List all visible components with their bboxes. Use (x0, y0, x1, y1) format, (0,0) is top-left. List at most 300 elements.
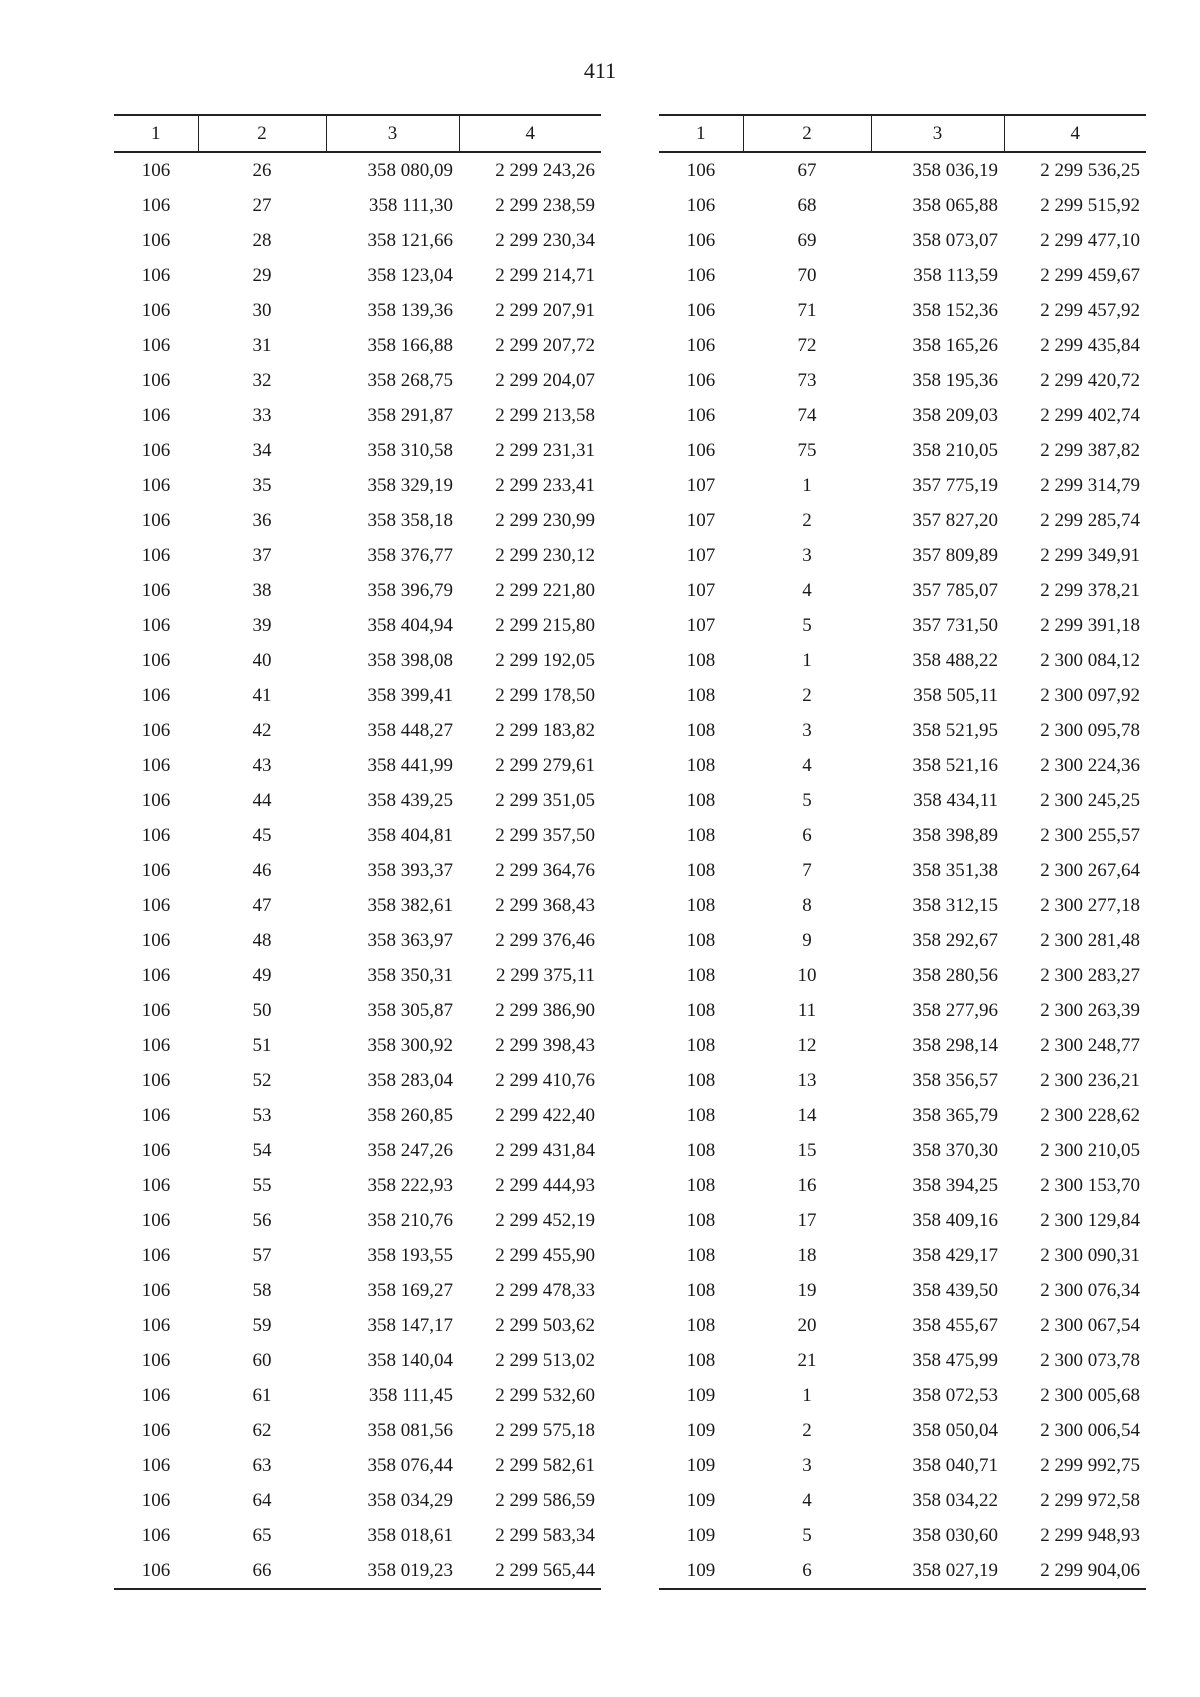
table-row (659, 503, 1146, 538)
point-number-cell: 8 (802, 894, 812, 916)
point-number-cell: 45 (252, 824, 272, 846)
section-number-cell: 106 (141, 509, 171, 531)
section-number-cell: 106 (141, 1384, 171, 1406)
y-coordinate-cell: 2 299 386,90 (495, 999, 595, 1021)
y-coordinate-cell: 2 299 375,11 (495, 964, 595, 986)
section-number-cell: 106 (141, 544, 171, 566)
x-coordinate-cell: 358 072,53 (912, 1384, 998, 1406)
table-row (114, 748, 601, 783)
x-coordinate-cell: 358 310,58 (367, 439, 453, 461)
y-coordinate-cell: 2 299 314,79 (1040, 474, 1140, 496)
section-number-cell: 106 (141, 929, 171, 951)
section-number-cell: 106 (141, 1489, 171, 1511)
y-coordinate-cell: 2 299 378,21 (1040, 579, 1140, 601)
section-number-cell: 109 (686, 1454, 716, 1476)
section-number-cell: 106 (141, 859, 171, 881)
table-row (114, 888, 601, 923)
y-coordinate-cell: 2 299 478,33 (495, 1279, 595, 1301)
x-coordinate-cell: 358 398,89 (912, 824, 998, 846)
section-number-cell: 106 (141, 159, 171, 181)
y-coordinate-cell: 2 299 207,72 (495, 334, 595, 356)
table-row (114, 258, 601, 293)
table-row (659, 1028, 1146, 1063)
x-coordinate-cell: 358 113,59 (913, 264, 998, 286)
table-row (659, 888, 1146, 923)
point-number-cell: 26 (252, 159, 272, 181)
y-coordinate-cell: 2 299 207,91 (495, 299, 595, 321)
x-coordinate-cell: 358 165,26 (912, 334, 998, 356)
section-number-cell: 106 (686, 264, 716, 286)
point-number-cell: 68 (797, 194, 817, 216)
point-number-cell: 20 (797, 1314, 817, 1336)
section-number-cell: 108 (686, 649, 716, 671)
x-coordinate-cell: 358 030,60 (912, 1524, 998, 1546)
x-coordinate-cell: 358 210,05 (912, 439, 998, 461)
section-number-cell: 108 (686, 1069, 716, 1091)
point-number-cell: 70 (797, 264, 817, 286)
point-number-cell: 1 (802, 1384, 812, 1406)
y-coordinate-cell: 2 300 129,84 (1040, 1209, 1140, 1231)
x-coordinate-cell: 358 050,04 (912, 1419, 998, 1441)
table-row (114, 538, 601, 573)
point-number-cell: 38 (252, 579, 272, 601)
section-number-cell: 106 (141, 1524, 171, 1546)
y-coordinate-cell: 2 299 230,99 (495, 509, 595, 531)
section-number-cell: 106 (141, 474, 171, 496)
y-coordinate-cell: 2 299 192,05 (495, 649, 595, 671)
section-number-cell: 106 (686, 404, 716, 426)
table-row (114, 363, 601, 398)
x-coordinate-cell: 358 147,17 (367, 1314, 453, 1336)
x-coordinate-cell: 358 398,08 (367, 649, 453, 671)
x-coordinate-cell: 358 247,26 (367, 1139, 453, 1161)
y-coordinate-cell: 2 299 435,84 (1040, 334, 1140, 356)
table-row (114, 958, 601, 993)
x-coordinate-cell: 358 140,04 (367, 1349, 453, 1371)
section-number-cell: 108 (686, 1279, 716, 1301)
point-number-cell: 6 (743, 1553, 871, 1589)
section-number-cell: 107 (686, 509, 716, 531)
point-number-cell: 69 (797, 229, 817, 251)
y-coordinate-cell: 2 299 285,74 (1040, 509, 1140, 531)
y-coordinate-cell: 2 300 090,31 (1040, 1244, 1140, 1266)
table-row (659, 748, 1146, 783)
x-coordinate-cell: 358 034,22 (912, 1489, 998, 1511)
section-number-cell: 108 (686, 1349, 716, 1371)
table-row (114, 293, 601, 328)
y-coordinate-cell: 2 300 228,62 (1040, 1104, 1140, 1126)
x-coordinate-cell: 358 404,94 (367, 614, 453, 636)
point-number-cell: 47 (252, 894, 272, 916)
point-number-cell: 53 (252, 1104, 272, 1126)
table-row (114, 993, 601, 1028)
section-number-cell: 106 (141, 334, 171, 356)
point-number-cell: 19 (797, 1279, 817, 1301)
section-number-cell: 106 (141, 299, 171, 321)
coordinates-table-left (114, 114, 601, 1590)
table-row (659, 1133, 1146, 1168)
x-coordinate-cell: 358 195,36 (912, 369, 998, 391)
section-number-cell: 108 (686, 964, 716, 986)
point-number-cell: 37 (252, 544, 272, 566)
x-coordinate-cell: 358 521,16 (912, 754, 998, 776)
column-header-1: 1 (114, 115, 198, 152)
table-row (659, 1518, 1146, 1553)
y-coordinate-cell: 2 299 503,62 (495, 1314, 595, 1336)
section-number-cell: 106 (141, 194, 171, 216)
table-row (659, 818, 1146, 853)
y-coordinate-cell: 2 299 513,02 (495, 1349, 595, 1371)
section-number-cell: 108 (686, 754, 716, 776)
section-number-cell: 108 (686, 789, 716, 811)
point-number-cell: 58 (252, 1279, 272, 1301)
x-coordinate-cell: 358 292,67 (912, 929, 998, 951)
section-number-cell: 106 (141, 404, 171, 426)
x-coordinate-cell: 358 152,36 (912, 299, 998, 321)
table-row (114, 1413, 601, 1448)
section-number-cell: 109 (686, 1419, 716, 1441)
y-coordinate-cell: 2 300 255,57 (1040, 824, 1140, 846)
point-number-cell: 18 (797, 1244, 817, 1266)
x-coordinate-cell: 358 081,56 (367, 1419, 453, 1441)
y-coordinate-cell: 2 300 281,48 (1040, 929, 1140, 951)
x-coordinate-cell: 358 396,79 (367, 579, 453, 601)
table-row (659, 398, 1146, 433)
table-row (114, 923, 601, 958)
x-coordinate-cell: 358 298,14 (912, 1034, 998, 1056)
point-number-cell: 62 (252, 1419, 272, 1441)
point-number-cell: 61 (252, 1384, 272, 1406)
point-number-cell: 63 (252, 1454, 272, 1476)
y-coordinate-cell: 2 299 532,60 (495, 1384, 595, 1406)
point-number-cell: 39 (252, 614, 272, 636)
y-coordinate-cell: 2 299 452,19 (495, 1209, 595, 1231)
x-coordinate-cell: 358 222,93 (367, 1174, 453, 1196)
point-number-cell: 65 (252, 1524, 272, 1546)
point-number-cell: 2 (802, 509, 812, 531)
table-row (659, 328, 1146, 363)
point-number-cell: 67 (797, 159, 817, 181)
y-coordinate-cell: 2 299 178,50 (495, 684, 595, 706)
y-coordinate-cell: 2 300 073,78 (1040, 1349, 1140, 1371)
x-coordinate-cell: 358 393,37 (367, 859, 453, 881)
section-number-cell: 106 (686, 439, 716, 461)
point-number-cell: 3 (802, 544, 812, 566)
x-coordinate-cell: 358 505,11 (913, 684, 998, 706)
y-coordinate-cell: 2 300 095,78 (1040, 719, 1140, 741)
table-body-left (114, 152, 601, 1589)
table-row (114, 713, 601, 748)
point-number-cell: 4 (802, 1489, 812, 1511)
y-coordinate-cell: 2 299 536,25 (1040, 159, 1140, 181)
table-row (114, 1343, 601, 1378)
table-row (114, 398, 601, 433)
table-row (114, 643, 601, 678)
x-coordinate-cell: 358 365,79 (912, 1104, 998, 1126)
x-coordinate-cell: 358 376,77 (367, 544, 453, 566)
table-row (659, 1308, 1146, 1343)
x-coordinate-cell: 358 034,29 (367, 1489, 453, 1511)
y-coordinate-cell: 2 299 444,93 (495, 1174, 595, 1196)
y-coordinate-cell: 2 300 236,21 (1040, 1069, 1140, 1091)
point-number-cell: 11 (797, 999, 817, 1021)
section-number-cell: 107 (686, 579, 716, 601)
point-number-cell: 60 (252, 1349, 272, 1371)
x-coordinate-cell: 357 809,89 (912, 544, 998, 566)
table-row (114, 1553, 601, 1589)
point-number-cell: 4 (802, 579, 812, 601)
x-coordinate-cell: 358 429,17 (912, 1244, 998, 1266)
table-row (659, 1483, 1146, 1518)
x-coordinate-cell: 358 210,76 (367, 1209, 453, 1231)
column-header-1: 1 (659, 115, 743, 152)
section-number-cell: 106 (141, 824, 171, 846)
section-number-cell: 108 (686, 1104, 716, 1126)
x-coordinate-cell: 358 268,75 (367, 369, 453, 391)
point-number-cell: 51 (252, 1034, 272, 1056)
y-coordinate-cell: 2 299 410,76 (495, 1069, 595, 1091)
x-coordinate-cell: 358 019,23 (326, 1553, 459, 1589)
section-number-cell: 108 (686, 1139, 716, 1161)
y-coordinate-cell: 2 299 230,12 (495, 544, 595, 566)
y-coordinate-cell: 2 299 582,61 (495, 1454, 595, 1476)
x-coordinate-cell: 358 040,71 (912, 1454, 998, 1476)
y-coordinate-cell: 2 299 351,05 (495, 789, 595, 811)
table-row (659, 258, 1146, 293)
x-coordinate-cell: 358 111,45 (368, 1384, 453, 1406)
y-coordinate-cell: 2 299 387,82 (1040, 439, 1140, 461)
section-number-cell: 108 (686, 1314, 716, 1336)
x-coordinate-cell: 358 080,09 (367, 159, 453, 181)
point-number-cell: 46 (252, 859, 272, 881)
y-coordinate-cell: 2 299 565,44 (459, 1553, 601, 1589)
section-number-cell: 106 (141, 1139, 171, 1161)
table-row (114, 433, 601, 468)
table-row (659, 1343, 1146, 1378)
table-row (114, 328, 601, 363)
section-number-cell: 106 (141, 1349, 171, 1371)
point-number-cell: 30 (252, 299, 272, 321)
y-coordinate-cell: 2 300 067,54 (1040, 1314, 1140, 1336)
table-row (659, 538, 1146, 573)
point-number-cell: 71 (797, 299, 817, 321)
section-number-cell: 107 (686, 614, 716, 636)
table-row (659, 1553, 1146, 1589)
section-number-cell: 106 (686, 229, 716, 251)
y-coordinate-cell: 2 299 904,06 (1004, 1553, 1146, 1589)
section-number-cell: 108 (686, 894, 716, 916)
section-number-cell: 106 (141, 1034, 171, 1056)
x-coordinate-cell: 358 441,99 (367, 754, 453, 776)
point-number-cell: 12 (797, 1034, 817, 1056)
y-coordinate-cell: 2 299 477,10 (1040, 229, 1140, 251)
table-row (659, 188, 1146, 223)
x-coordinate-cell: 358 283,04 (367, 1069, 453, 1091)
table-row (659, 958, 1146, 993)
section-number-cell: 106 (141, 229, 171, 251)
y-coordinate-cell: 2 299 575,18 (495, 1419, 595, 1441)
table-row (114, 1273, 601, 1308)
y-coordinate-cell: 2 300 084,12 (1040, 649, 1140, 671)
y-coordinate-cell: 2 299 214,71 (495, 264, 595, 286)
point-number-cell: 13 (797, 1069, 817, 1091)
column-header-4: 4 (459, 115, 601, 152)
section-number-cell: 106 (114, 1553, 198, 1589)
x-coordinate-cell: 358 399,41 (367, 684, 453, 706)
y-coordinate-cell: 2 299 279,61 (495, 754, 595, 776)
section-number-cell: 109 (686, 1384, 716, 1406)
table-row (114, 853, 601, 888)
section-number-cell: 106 (141, 264, 171, 286)
x-coordinate-cell: 358 300,92 (367, 1034, 453, 1056)
y-coordinate-cell: 2 299 238,59 (495, 194, 595, 216)
x-coordinate-cell: 358 291,87 (367, 404, 453, 426)
section-number-cell: 108 (686, 1034, 716, 1056)
section-number-cell: 106 (141, 1069, 171, 1091)
table-row (114, 223, 601, 258)
x-coordinate-cell: 358 036,19 (912, 159, 998, 181)
x-coordinate-cell: 358 277,96 (912, 999, 998, 1021)
point-number-cell: 52 (252, 1069, 272, 1091)
section-number-cell: 108 (686, 719, 716, 741)
point-number-cell: 5 (802, 1524, 812, 1546)
x-coordinate-cell: 358 329,19 (367, 474, 453, 496)
table-row (114, 1518, 601, 1553)
x-coordinate-cell: 358 488,22 (912, 649, 998, 671)
table-row (659, 1238, 1146, 1273)
y-coordinate-cell: 2 299 992,75 (1040, 1454, 1140, 1476)
table-row (114, 1448, 601, 1483)
x-coordinate-cell: 358 455,67 (912, 1314, 998, 1336)
section-number-cell: 108 (686, 1209, 716, 1231)
section-number-cell: 106 (141, 369, 171, 391)
table-row (114, 503, 601, 538)
point-number-cell: 48 (252, 929, 272, 951)
section-number-cell: 108 (686, 999, 716, 1021)
x-coordinate-cell: 358 166,88 (367, 334, 453, 356)
table-row (659, 363, 1146, 398)
x-coordinate-cell: 358 169,27 (367, 1279, 453, 1301)
table-row (659, 152, 1146, 188)
section-number-cell: 106 (141, 964, 171, 986)
table-row (114, 1168, 601, 1203)
point-number-cell: 64 (252, 1489, 272, 1511)
point-number-cell: 7 (802, 859, 812, 881)
x-coordinate-cell: 358 394,25 (912, 1174, 998, 1196)
table-row (114, 1483, 601, 1518)
point-number-cell: 2 (802, 1419, 812, 1441)
section-number-cell: 109 (659, 1553, 743, 1589)
point-number-cell: 4 (802, 754, 812, 776)
x-coordinate-cell: 358 521,95 (912, 719, 998, 741)
x-coordinate-cell: 358 439,25 (367, 789, 453, 811)
section-number-cell: 106 (141, 439, 171, 461)
point-number-cell: 35 (252, 474, 272, 496)
x-coordinate-cell: 358 434,11 (913, 789, 998, 811)
point-number-cell: 66 (198, 1553, 326, 1589)
y-coordinate-cell: 2 300 097,92 (1040, 684, 1140, 706)
y-coordinate-cell: 2 299 243,26 (495, 159, 595, 181)
x-coordinate-cell: 357 775,19 (912, 474, 998, 496)
y-coordinate-cell: 2 299 402,74 (1040, 404, 1140, 426)
table-row (659, 433, 1146, 468)
point-number-cell: 36 (252, 509, 272, 531)
x-coordinate-cell: 357 827,20 (912, 509, 998, 531)
y-coordinate-cell: 2 300 210,05 (1040, 1139, 1140, 1161)
section-number-cell: 109 (686, 1524, 716, 1546)
table-body-right (659, 152, 1146, 1589)
table-row (114, 1028, 601, 1063)
y-coordinate-cell: 2 299 230,34 (495, 229, 595, 251)
point-number-cell: 3 (802, 719, 812, 741)
table-row (114, 573, 601, 608)
table-row (114, 783, 601, 818)
y-coordinate-cell: 2 299 183,82 (495, 719, 595, 741)
y-coordinate-cell: 2 299 221,80 (495, 579, 595, 601)
y-coordinate-cell: 2 300 076,34 (1040, 1279, 1140, 1301)
point-number-cell: 16 (797, 1174, 817, 1196)
section-number-cell: 106 (141, 754, 171, 776)
point-number-cell: 57 (252, 1244, 272, 1266)
point-number-cell: 31 (252, 334, 272, 356)
table-row (659, 573, 1146, 608)
table-row (659, 923, 1146, 958)
section-number-cell: 109 (686, 1489, 716, 1511)
section-number-cell: 106 (686, 334, 716, 356)
table-header-row (114, 115, 601, 152)
table-row (659, 1063, 1146, 1098)
y-coordinate-cell: 2 300 263,39 (1040, 999, 1140, 1021)
y-coordinate-cell: 2 299 204,07 (495, 369, 595, 391)
table-row (114, 1378, 601, 1413)
point-number-cell: 1 (802, 649, 812, 671)
table-row (114, 1063, 601, 1098)
point-number-cell: 32 (252, 369, 272, 391)
table-row (114, 818, 601, 853)
y-coordinate-cell: 2 300 245,25 (1040, 789, 1140, 811)
x-coordinate-cell: 358 358,18 (367, 509, 453, 531)
y-coordinate-cell: 2 299 431,84 (495, 1139, 595, 1161)
table-row (659, 713, 1146, 748)
point-number-cell: 75 (797, 439, 817, 461)
x-coordinate-cell: 358 073,07 (912, 229, 998, 251)
table-row (114, 1133, 601, 1168)
section-number-cell: 106 (141, 649, 171, 671)
table-row (659, 1168, 1146, 1203)
point-number-cell: 15 (797, 1139, 817, 1161)
point-number-cell: 17 (797, 1209, 817, 1231)
y-coordinate-cell: 2 299 420,72 (1040, 369, 1140, 391)
table-row (659, 1273, 1146, 1308)
section-number-cell: 106 (141, 579, 171, 601)
section-number-cell: 106 (141, 894, 171, 916)
point-number-cell: 50 (252, 999, 272, 1021)
section-number-cell: 106 (686, 159, 716, 181)
point-number-cell: 27 (252, 194, 272, 216)
x-coordinate-cell: 358 409,16 (912, 1209, 998, 1231)
y-coordinate-cell: 2 299 376,46 (495, 929, 595, 951)
column-header-3: 3 (871, 115, 1004, 152)
table-row (114, 1308, 601, 1343)
point-number-cell: 6 (802, 824, 812, 846)
column-header-2: 2 (198, 115, 326, 152)
table-row (659, 608, 1146, 643)
point-number-cell: 72 (797, 334, 817, 356)
section-number-cell: 108 (686, 1174, 716, 1196)
page-number: 411 (583, 58, 617, 83)
section-number-cell: 107 (686, 474, 716, 496)
table-row (659, 468, 1146, 503)
